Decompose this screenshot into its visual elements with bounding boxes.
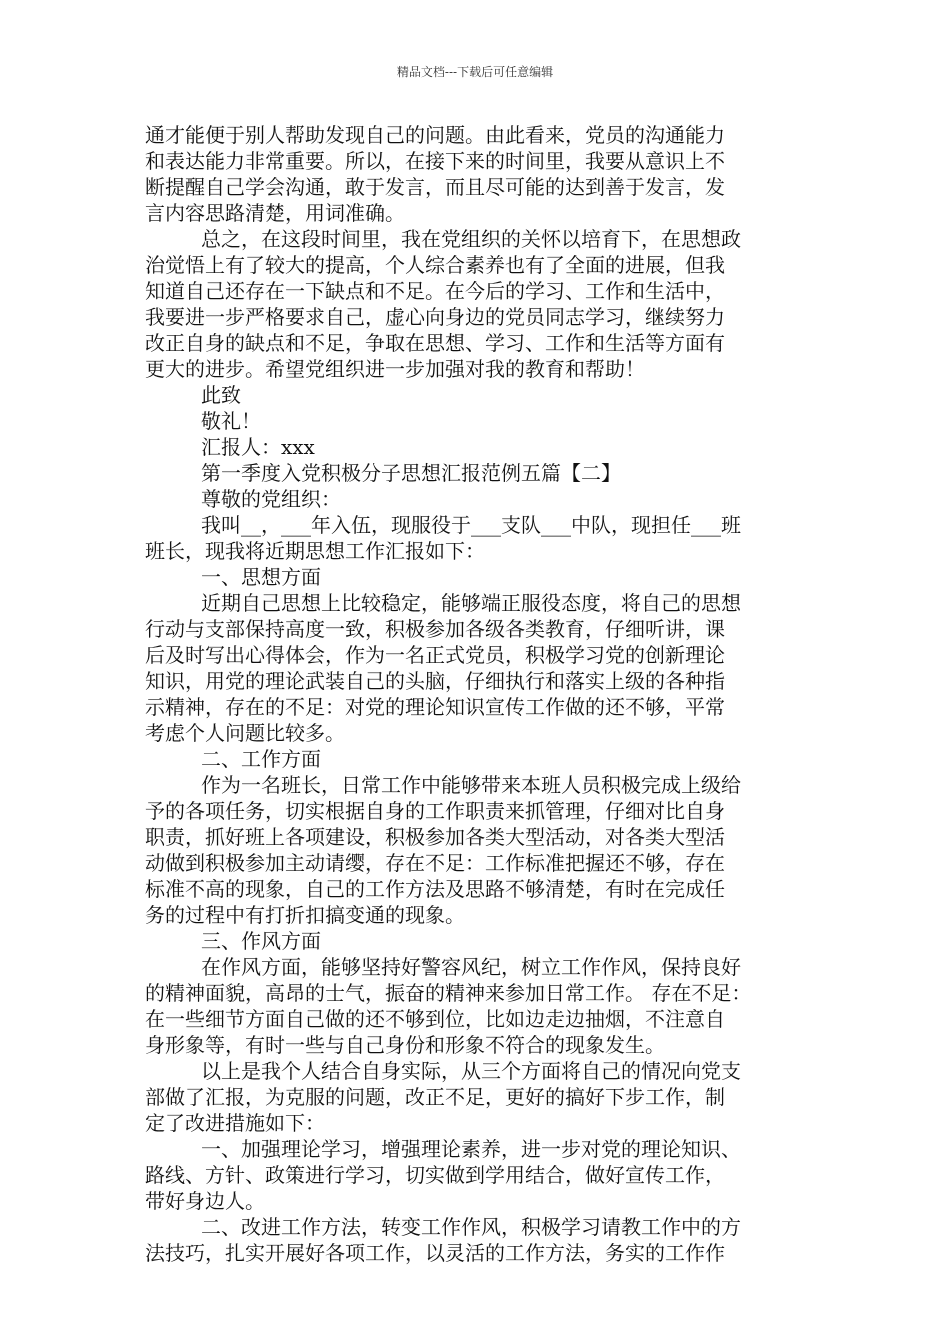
text-line: 改正自身的缺点和不足，争取在思想、学习、工作和生活等方面有 (145, 331, 725, 355)
text-line: 近期自己思想上比较稳定，能够端正服役态度，将自己的思想 (201, 591, 741, 615)
text-line: 总之，在这段时间里，我在党组织的关怀以培育下，在思想政 (201, 227, 741, 251)
text-line: 三、作风方面 (201, 929, 321, 953)
text-line: 更大的进步。希望党组织进一步加强对我的教育和帮助！ (145, 357, 645, 381)
text-line: 汇报人：xxx (201, 435, 315, 459)
text-line: 治觉悟上有了较大的提高，个人综合素养也有了全面的进展，但我 (145, 253, 725, 277)
text-line: 二、工作方面 (201, 747, 321, 771)
text-line: 路线、方针、政策进行学习，切实做到学用结合，做好宣传工作， (145, 1163, 725, 1187)
text-line: 行动与支部保持高度一致，积极参加各级各类教育，仔细听讲，课 (145, 617, 725, 641)
text-line: 一、思想方面 (201, 565, 321, 589)
text-line: 职责，抓好班上各项建设，积极参加各类大型活动，对各类大型活 (145, 825, 725, 849)
text-line: 部做了汇报，为克服的问题，改正不足，更好的搞好下步工作，制 (145, 1085, 725, 1109)
document-body (145, 122, 813, 1266)
text-line: 在作风方面，能够坚持好警容风纪，树立工作作风，保持良好 (201, 955, 741, 979)
page-header: 精品文档---下载后可任意编辑 (396, 65, 554, 79)
text-line: 通才能便于别人帮助发现自己的问题。由此看来，党员的沟通能力 (145, 123, 725, 147)
text-line: 法技巧，扎实开展好各项工作，以灵活的工作方法，务实的工作作 (145, 1241, 725, 1265)
text-line: 身形象等，有时一些与自己身份和形象不符合的现象发生。 (145, 1033, 665, 1057)
text-line: 断提醒自己学会沟通，敢于发言，而且尽可能的达到善于发言，发 (145, 175, 725, 199)
text-line: 在一些细节方面自己做的还不够到位，比如边走边抽烟，不注意自 (145, 1007, 725, 1031)
text-line: 我叫__，___年入伍，现服役于___支队___中队，现担任___班 (201, 513, 741, 537)
text-line: 一、加强理论学习，增强理论素养，进一步对党的理论知识、 (201, 1137, 741, 1161)
text-line: 尊敬的党组织： (201, 487, 341, 511)
text-line: 予的各项任务，切实根据自身的工作职责来抓管理，仔细对比自身 (145, 799, 725, 823)
text-line: 敬礼！ (201, 409, 261, 433)
text-line: 定了改进措施如下： (145, 1111, 325, 1135)
text-line: 动做到积极参加主动请缨，存在不足：工作标准把握还不够，存在 (145, 851, 725, 875)
text-line: 二、改进工作方法，转变工作作风，积极学习请教工作中的方 (201, 1215, 741, 1239)
text-line: 作为一名班长，日常工作中能够带来本班人员积极完成上级给 (201, 773, 741, 797)
text-line: 务的过程中有打折扣搞变通的现象。 (145, 903, 465, 927)
text-line: 知识，用党的理论武装自己的头脑，仔细执行和落实上级的各种指 (145, 669, 725, 693)
text-line: 第一季度入党积极分子思想汇报范例五篇【二】 (201, 461, 621, 485)
text-line: 此致 (201, 383, 241, 407)
text-line: 以上是我个人结合自身实际，从三个方面将自己的情况向党支 (201, 1059, 741, 1083)
text-line: 后及时写出心得体会，作为一名正式党员，积极学习党的创新理论 (145, 643, 725, 667)
text-line: 知道自己还存在一下缺点和不足。在今后的学习、工作和生活中， (145, 279, 725, 303)
text-line: 和表达能力非常重要。所以，在接下来的时间里，我要从意识上不 (145, 149, 725, 173)
text-line: 考虑个人问题比较多。 (145, 721, 345, 745)
text-line: 的精神面貌，高昂的士气，振奋的精神来参加日常工作。 存在不足： (145, 981, 752, 1005)
text-line: 班长，现我将近期思想工作汇报如下： (145, 539, 485, 563)
text-line: 我要进一步严格要求自己，虚心向身边的党员同志学习，继续努力 (145, 305, 725, 329)
text-line: 言内容思路清楚，用词准确。 (145, 201, 405, 225)
text-line: 带好身边人。 (145, 1189, 265, 1213)
text-line: 示精神，存在的不足：对党的理论知识宣传工作做的还不够，平常 (145, 695, 725, 719)
text-line: 标准不高的现象，自己的工作方法及思路不够清楚，有时在完成任 (145, 877, 725, 901)
